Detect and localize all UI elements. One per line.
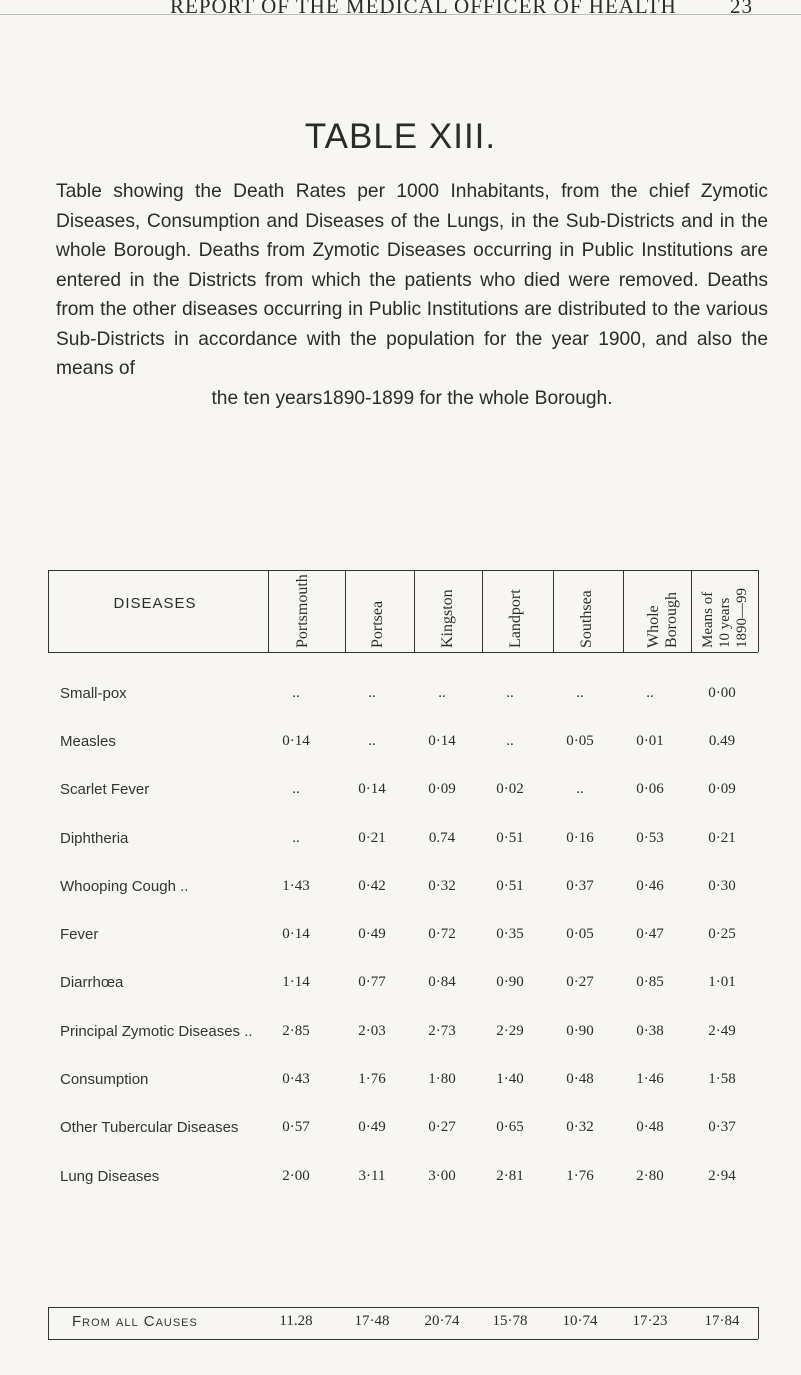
- table-cell: 0·48: [566, 1071, 594, 1087]
- row-label: Fever: [60, 926, 99, 943]
- table-row: [0, 685, 801, 705]
- table-cell: 0·14: [282, 926, 310, 942]
- table-cell: 0·27: [428, 1119, 456, 1135]
- col-divider: [553, 570, 554, 652]
- table-cell: 0·84: [428, 974, 456, 990]
- table-cell: 0·47: [636, 926, 664, 942]
- table-cell: 0·90: [496, 974, 524, 990]
- table-cell: 0·05: [566, 733, 594, 749]
- table-cell: ..: [438, 685, 446, 701]
- table-cell: 0·09: [428, 781, 456, 797]
- table-cell: 0·06: [636, 781, 664, 797]
- table-cell: 1·46: [636, 1071, 664, 1087]
- table-cell: 0·25: [708, 926, 736, 942]
- table-cell: 0·38: [636, 1023, 664, 1039]
- table-cell: ..: [368, 685, 376, 701]
- table-cell: 1·76: [566, 1168, 594, 1184]
- table-cell: 2·80: [636, 1168, 664, 1184]
- table-cell: 0·57: [282, 1119, 310, 1135]
- table-cell: 0·37: [566, 878, 594, 894]
- table-cell: 0·85: [636, 974, 664, 990]
- table-cell: 2·00: [282, 1168, 310, 1184]
- table-cell: 1·80: [428, 1071, 456, 1087]
- table-cell: 0·32: [428, 878, 456, 894]
- table-cell: 2·81: [496, 1168, 524, 1184]
- row-label: Small-pox: [60, 685, 127, 702]
- row-label: Consumption: [60, 1071, 149, 1088]
- row-label: Scarlet Fever: [60, 781, 150, 798]
- table-cell: ..: [292, 685, 300, 701]
- table-cell: ..: [506, 685, 514, 701]
- table-cell: 0·42: [358, 878, 386, 894]
- column-header-means: [700, 574, 752, 648]
- column-header-portsea: Portsea: [369, 600, 386, 648]
- total-cell: 17·48: [354, 1313, 390, 1329]
- table-row: [0, 1023, 801, 1043]
- table-cell: 0·51: [496, 830, 524, 846]
- table-cell: 0·77: [358, 974, 386, 990]
- table-cell: 0·72: [428, 926, 456, 942]
- row-label: Diarrhœa: [60, 974, 124, 991]
- table-description: [56, 177, 768, 413]
- table-cell: 0·21: [708, 830, 736, 846]
- col-divider: [48, 570, 49, 652]
- row-label: Diphtheria: [60, 830, 129, 847]
- table-cell: ..: [292, 781, 300, 797]
- table-cell: 1·40: [496, 1071, 524, 1087]
- table-cell: 2·73: [428, 1023, 456, 1039]
- table-cell: 0·30: [708, 878, 736, 894]
- row-label: Other Tubercular Diseases: [60, 1119, 239, 1136]
- column-header-whole-borough: [645, 574, 681, 648]
- table-cell: 0·49: [358, 926, 386, 942]
- table-cell: 1·76: [358, 1071, 386, 1087]
- table-cell: 3·00: [428, 1168, 456, 1184]
- column-header-landport: Landport: [507, 589, 524, 648]
- table-cell: 0·27: [566, 974, 594, 990]
- total-row: [0, 1313, 801, 1333]
- row-label: Principal Zymotic Diseases ..: [60, 1023, 253, 1040]
- column-header-portsmouth: Portsmouth: [294, 574, 311, 648]
- table-cell: 2·03: [358, 1023, 386, 1039]
- table-row: [0, 926, 801, 946]
- table-cell: 1·58: [708, 1071, 736, 1087]
- table-cell: 0·46: [636, 878, 664, 894]
- table-cell: ..: [292, 830, 300, 846]
- table-row: [0, 878, 801, 898]
- table-row: [0, 1168, 801, 1188]
- table-cell: 0·02: [496, 781, 524, 797]
- table-top-rule: [48, 570, 758, 571]
- table-cell: 0·51: [496, 878, 524, 894]
- table-row: [0, 974, 801, 994]
- table-title: TABLE XIII.: [304, 117, 497, 156]
- table-cell: 0·05: [566, 926, 594, 942]
- table-cell: 0·37: [708, 1119, 736, 1135]
- table-cell: 0·01: [636, 733, 664, 749]
- table-cell: ..: [646, 685, 654, 701]
- total-cell: 10·74: [562, 1313, 598, 1329]
- table-cell: 2·29: [496, 1023, 524, 1039]
- col-divider: [691, 570, 692, 652]
- column-header-southsea: Southsea: [578, 590, 595, 648]
- table-cell: 0·09: [708, 781, 736, 797]
- table-cell: 0·16: [566, 830, 594, 846]
- footer-top-rule: [48, 1307, 758, 1308]
- running-head-text: REPORT OF THE MEDICAL OFFICER OF HEALTH: [170, 0, 677, 18]
- table-cell: 2·85: [282, 1023, 310, 1039]
- table-cell: 0·90: [566, 1023, 594, 1039]
- table-cell: 1·01: [708, 974, 736, 990]
- description-text: Table showing the Death Rates per 1000 Inhabitants, from the chief Zymotic Diseases, Consumption and Diseases of the Lungs, in the Sub-Districts and in the whole Borough. Deaths from Zymotic Diseases occurring in Public Institutions are entered in the Districts from which the patients who died were removed. Deaths from the other diseases occurring in Public Institutions are distributed to the various Sub-Districts in accordance with the population for the year 1900, and also the means of: [56, 181, 768, 379]
- total-cell: 11.28: [279, 1313, 313, 1329]
- table-cell: 0.49: [708, 733, 736, 749]
- total-cell: 20·74: [424, 1313, 460, 1329]
- header-bottom-rule: [48, 652, 758, 653]
- table-row: [0, 781, 801, 801]
- table-cell: 3·11: [358, 1168, 386, 1184]
- table-row: [0, 1119, 801, 1139]
- table-cell: 1·43: [282, 878, 310, 894]
- table-cell: 0·49: [358, 1119, 386, 1135]
- col-divider: [758, 570, 759, 652]
- table-cell: 0·14: [282, 733, 310, 749]
- table-cell: 0.74: [428, 830, 456, 846]
- row-label: Measles: [60, 733, 116, 750]
- table-cell: 2·94: [708, 1168, 736, 1184]
- col-divider: [623, 570, 624, 652]
- row-label: Whooping Cough ..: [60, 878, 189, 895]
- table-cell: 0·35: [496, 926, 524, 942]
- total-cell: 17·84: [704, 1313, 740, 1329]
- table-row: [0, 1071, 801, 1091]
- table-row: [0, 830, 801, 850]
- table-cell: 0·14: [428, 733, 456, 749]
- total-row-label: From all Causes: [72, 1313, 198, 1330]
- table-cell: 2·49: [708, 1023, 736, 1039]
- column-header-kingston: Kingston: [439, 589, 456, 648]
- column-header-means-text: Means of 10 years 1890—99: [700, 588, 750, 648]
- col-divider: [268, 570, 269, 652]
- table-cell: ..: [576, 685, 584, 701]
- table-cell: ..: [368, 733, 376, 749]
- total-cell: 17·23: [632, 1313, 668, 1329]
- running-head: [170, 0, 801, 19]
- description-last-line: the ten years1890-1899 for the whole Borough.: [211, 387, 613, 409]
- table-cell: ..: [506, 733, 514, 749]
- table-cell: ..: [576, 781, 584, 797]
- table-bottom-rule: [48, 1339, 758, 1340]
- table-cell: 0·14: [358, 781, 386, 797]
- col-divider: [482, 570, 483, 652]
- row-label: Lung Diseases: [60, 1168, 160, 1185]
- col-divider: [414, 570, 415, 652]
- diseases-header: DISEASES: [113, 595, 197, 612]
- total-cell: 15·78: [492, 1313, 528, 1329]
- table-cell: 0·21: [358, 830, 386, 846]
- col-divider: [345, 570, 346, 652]
- table-cell: 0·48: [636, 1119, 664, 1135]
- table-cell: 0·32: [566, 1119, 594, 1135]
- column-header-whole-borough-text: Whole Borough: [645, 592, 680, 648]
- table-row: [0, 733, 801, 753]
- page-number: 23: [730, 0, 753, 18]
- table-cell: 0·53: [636, 830, 664, 846]
- table-cell: 0·00: [708, 685, 736, 701]
- table-cell: 1·14: [282, 974, 310, 990]
- table-cell: 0·43: [282, 1071, 310, 1087]
- table-cell: 0·65: [496, 1119, 524, 1135]
